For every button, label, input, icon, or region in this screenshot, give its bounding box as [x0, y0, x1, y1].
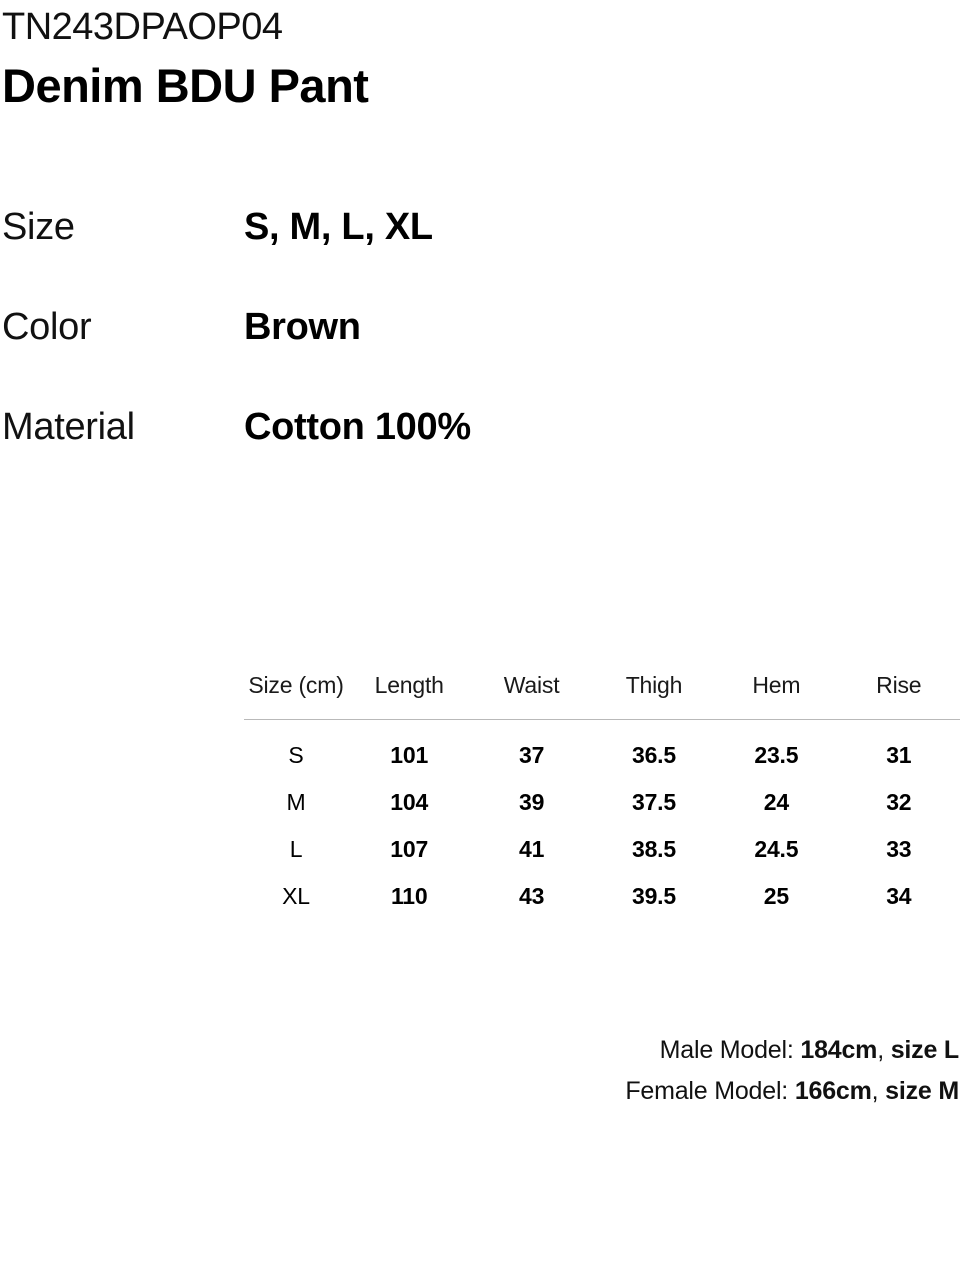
- column-header-length: Length: [348, 672, 470, 720]
- table-row: [244, 779, 960, 826]
- page-header: [0, 0, 960, 114]
- spec-row-color: [0, 306, 960, 349]
- size-chart: [244, 672, 960, 920]
- cell-thigh: 38.5: [631, 836, 676, 862]
- table-header-row: [244, 672, 960, 720]
- spec-label-color: Color: [2, 306, 92, 349]
- size-table-head: [244, 672, 960, 720]
- column-header-waist: Waist: [470, 672, 592, 720]
- male-model-label: Male Model:: [659, 1036, 801, 1064]
- spec-value-material: Cotton 100%: [244, 406, 471, 449]
- table-row: [244, 873, 960, 920]
- female-model-label: Female Model:: [625, 1077, 795, 1106]
- spec-value-color: Brown: [244, 306, 361, 349]
- table-row: [244, 826, 960, 873]
- size-table: [244, 672, 960, 920]
- cell-rise: 33: [886, 836, 912, 862]
- cell-hem: 24.5: [754, 836, 799, 862]
- cell-hem: 25: [763, 883, 789, 909]
- female-model-height: 166cm: [794, 1077, 872, 1106]
- cell-waist: 37: [518, 742, 545, 768]
- size-table-body: [244, 720, 960, 921]
- cell-hem: 24: [763, 789, 789, 815]
- spec-list: [0, 206, 960, 449]
- cell-thigh: 39.5: [631, 883, 676, 909]
- spec-row-material: [0, 406, 960, 449]
- cell-rise: 31: [886, 742, 912, 768]
- product-code: TN243DPAOP04: [2, 6, 283, 48]
- column-header-thigh: Thigh: [593, 672, 715, 720]
- cell-waist: 41: [518, 836, 545, 862]
- page-title: Denim BDU Pant: [2, 58, 369, 112]
- female-model-separator: ,: [871, 1077, 886, 1106]
- female-model-note: [0, 1071, 960, 1112]
- female-model-size: size M: [885, 1077, 959, 1106]
- cell-length: 104: [390, 789, 429, 815]
- cell-size: XL: [282, 883, 310, 909]
- cell-size: S: [288, 742, 304, 768]
- male-model-separator: ,: [877, 1036, 891, 1064]
- cell-rise: 32: [886, 789, 912, 815]
- spec-label-size: Size: [2, 206, 75, 249]
- male-model-height: 184cm: [800, 1036, 878, 1064]
- cell-hem: 23.5: [754, 742, 799, 768]
- cell-waist: 39: [518, 789, 545, 815]
- cell-thigh: 37.5: [631, 789, 676, 815]
- cell-length: 101: [390, 742, 429, 768]
- spec-row-size: [0, 206, 960, 249]
- spec-value-size: S, M, L, XL: [244, 206, 433, 249]
- spec-label-material: Material: [2, 406, 135, 449]
- male-model-size: size L: [890, 1036, 959, 1064]
- cell-thigh: 36.5: [631, 742, 676, 768]
- column-header-rise: Rise: [838, 672, 960, 720]
- column-header-size: Size (cm): [244, 672, 348, 720]
- cell-rise: 34: [886, 883, 912, 909]
- cell-waist: 43: [518, 883, 545, 909]
- cell-size: L: [289, 836, 303, 862]
- cell-length: 107: [390, 836, 429, 862]
- column-header-hem: Hem: [715, 672, 837, 720]
- cell-size: M: [286, 789, 306, 815]
- model-notes: [0, 1030, 960, 1113]
- cell-length: 110: [390, 883, 428, 909]
- table-row: [244, 720, 960, 780]
- male-model-note: [0, 1030, 960, 1071]
